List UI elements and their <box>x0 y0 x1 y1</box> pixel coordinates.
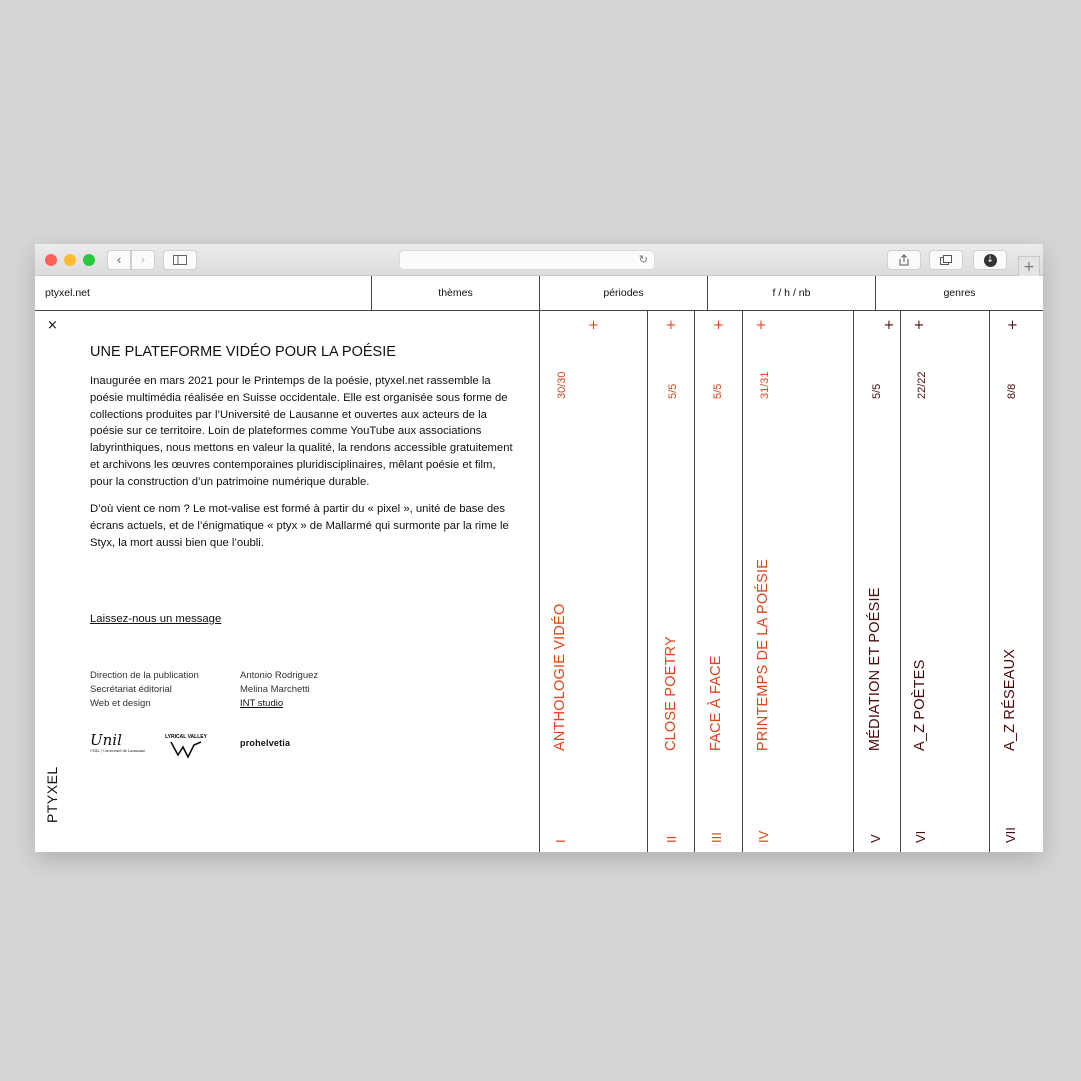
svg-text:LYRICAL VALLEY: LYRICAL VALLEY <box>165 734 207 740</box>
collection-number: III <box>709 832 724 843</box>
back-button[interactable] <box>107 250 131 270</box>
lyrical-valley-logo[interactable] <box>165 731 207 761</box>
expand-icon[interactable]: + <box>755 318 767 333</box>
collection-column-az-reseaux[interactable] <box>989 311 1043 852</box>
collection-number: II <box>664 835 679 843</box>
forward-button[interactable] <box>131 250 155 270</box>
menu-fhnb[interactable]: f / h / nb <box>707 276 875 310</box>
sidebar-icon <box>173 255 187 265</box>
collection-column-face-a-face[interactable] <box>694 311 742 852</box>
collection-count: 31/31 <box>759 371 771 399</box>
reload-icon[interactable]: ↻ <box>638 253 648 266</box>
show-tabs-button[interactable] <box>929 250 963 270</box>
browser-window <box>35 244 1043 852</box>
collection-name: CLOSE POETRY <box>663 636 679 751</box>
collection-count: 22/22 <box>916 371 928 399</box>
int-studio-link[interactable]: INT studio <box>240 698 284 709</box>
credit-label: Direction de la publication <box>90 670 199 681</box>
expand-icon[interactable]: + <box>665 318 677 333</box>
collection-count: 8/8 <box>1006 383 1018 399</box>
plus-icon: + <box>1023 258 1035 275</box>
collection-number: VI <box>913 830 928 843</box>
collection-name: FACE À FACE <box>708 655 724 751</box>
collection-name: ANTHOLOGIE VIDÉO <box>552 603 568 751</box>
collection-column-mediation[interactable] <box>853 311 900 852</box>
expand-icon[interactable]: + <box>913 318 925 333</box>
page-title: UNE PLATEFORME VIDÉO POUR LA POÉSIE <box>90 344 396 360</box>
collection-number: IV <box>756 830 771 843</box>
brand-vertical: PTYXEL <box>44 766 60 823</box>
menu-themes[interactable]: thèmes <box>371 276 539 310</box>
collection-number: VII <box>1003 827 1018 843</box>
new-tab-button[interactable] <box>1018 256 1040 276</box>
collection-count: 5/5 <box>667 383 679 399</box>
share-icon <box>899 254 909 266</box>
intro-paragraph: Inaugurée en mars 2021 pour le Printemps de la poésie, ptyxel.net rassemble la poésie multimédia réalisée en Suisse occidentale. Elle est organisée sous forme de collections produites par l’Université de Lausanne et ouvertes aux acteurs de la poésie sur ce territoire. Loin de plateformes comme YouTube aux associations labyrinthiques, nous mettons en valeur la qualité, la rendons accessible gratuitement et archivons les œuvres contemporaines pluridisciplinaires, mêlant poésie et film, pour la construction d’un patrimoine numérique durable. <box>90 375 513 488</box>
credit-value: Melina Marchetti <box>240 684 310 695</box>
collection-count: 30/30 <box>556 371 568 399</box>
collection-count: 5/5 <box>712 383 724 399</box>
collection-column-anthologie[interactable] <box>539 311 647 852</box>
prohelvetia-logo[interactable]: prohelvetia <box>240 738 291 748</box>
sidebar-toggle-button[interactable] <box>163 250 197 270</box>
minimize-window-button[interactable] <box>64 254 76 266</box>
collection-name: A_Z POÈTES <box>912 659 928 751</box>
credit-label: Secrétariat éditorial <box>90 684 172 695</box>
credits-values <box>240 669 318 711</box>
credits-labels <box>90 669 199 711</box>
contact-link[interactable]: Laissez-nous un message <box>90 613 222 625</box>
menu-genres[interactable]: genres <box>875 276 1043 310</box>
address-bar[interactable] <box>399 250 655 270</box>
browser-toolbar <box>35 244 1043 276</box>
collection-name: PRINTEMPS DE LA POÉSIE <box>755 558 771 751</box>
download-icon: ↓ <box>984 254 997 267</box>
collection-name: MÉDIATION ET POÉSIE <box>867 587 883 751</box>
expand-icon[interactable]: + <box>1007 318 1018 333</box>
maximize-window-button[interactable] <box>83 254 95 266</box>
collection-column-printemps[interactable] <box>742 311 853 852</box>
chevron-left-icon: ‹ <box>116 253 122 267</box>
close-icon[interactable]: × <box>47 318 58 333</box>
unil-logo[interactable]: Unil UNIL | Université de Lausanne <box>90 731 146 753</box>
close-window-button[interactable] <box>45 254 57 266</box>
collection-name: A_Z RÉSEAUX <box>1002 648 1018 751</box>
partner-logos <box>90 731 310 761</box>
site-header <box>35 276 1043 311</box>
credit-label: Web et design <box>90 698 151 709</box>
expand-icon[interactable]: + <box>713 318 724 333</box>
collection-number: I <box>553 839 568 843</box>
collection-column-az-poetes[interactable] <box>900 311 989 852</box>
expand-icon[interactable]: + <box>588 318 599 333</box>
tabs-icon <box>940 255 952 265</box>
name-origin-paragraph: D’où vient ce nom ? Le mot-valise est formé à partir du « pixel », unité de base des écrans actuels, et de l’énigmatique « ptyx » de Mallarmé qui surmonte par la rime le Styx, la mort aussi bien que l’oubli. <box>90 503 509 549</box>
collection-column-close-poetry[interactable] <box>647 311 694 852</box>
site-logo[interactable]: ptyxel.net <box>45 287 90 299</box>
collection-number: V <box>868 834 883 843</box>
share-button[interactable] <box>887 250 921 270</box>
credit-value: Antonio Rodriguez <box>240 670 319 681</box>
chevron-right-icon: › <box>140 253 146 267</box>
collection-count: 5/5 <box>871 383 883 399</box>
about-panel <box>35 311 539 852</box>
downloads-button[interactable] <box>973 250 1007 270</box>
expand-icon[interactable]: + <box>883 318 895 333</box>
menu-periodes[interactable]: périodes <box>539 276 707 310</box>
